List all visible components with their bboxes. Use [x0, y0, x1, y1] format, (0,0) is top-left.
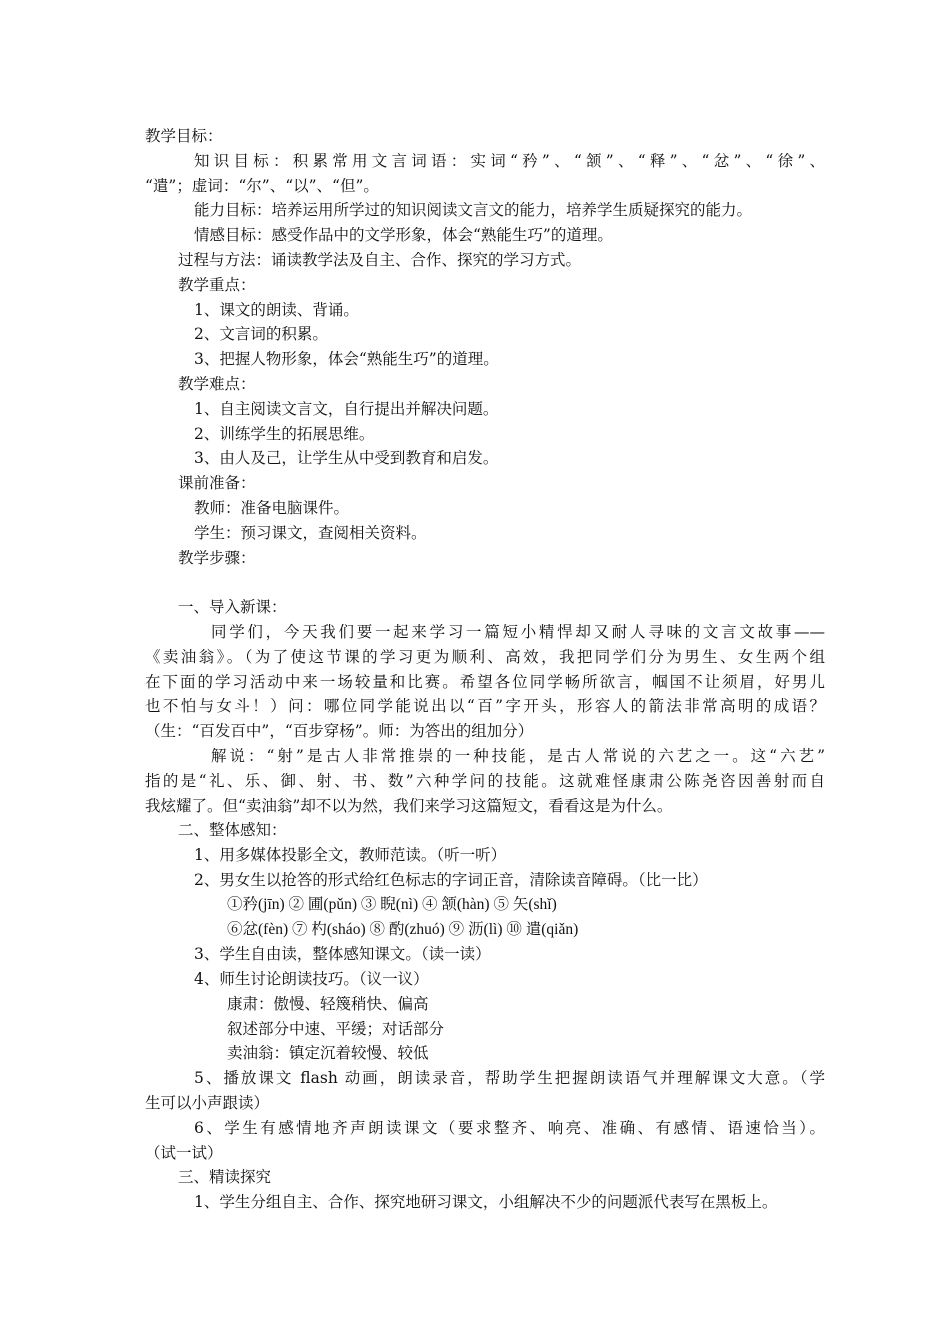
paragraph-line: （生：“百发百中”，“百步穿杨”。师：为答出的组加分）	[145, 722, 534, 741]
list-item: 1、用多媒体投影全文，教师范读。（听一听）	[194, 846, 507, 865]
list-item: 3、把握人物形象，体会“熟能生巧”的道理。	[194, 350, 499, 369]
list-item: 4、师生讨论朗读技巧。（议一议）	[194, 970, 429, 989]
pinyin-list: ①矜(jīn) ② 圃(pǔn) ③ 睨(nì) ④ 颔(hàn) ⑤ 矢(shǐ)	[227, 895, 557, 913]
paragraph-line: 也不怕与女斗！）问：哪位同学能说出以“百”字开头，形容人的箭法非常高明的成语？	[145, 697, 825, 716]
paragraph-line: 指的是“礼、乐、御、射、书、数”六种学问的技能。这就难怪康肃公陈尧咨因善射而自	[145, 771, 825, 790]
paragraph-line: 过程与方法：诵读教学法及自主、合作、探究的学习方式。	[178, 250, 582, 269]
heading-steps: 教学步骤：	[178, 548, 256, 567]
list-item: 2、文言词的积累。	[194, 325, 328, 344]
list-item: 3、由人及己，让学生从中受到教育和启发。	[194, 449, 499, 468]
list-item: 1、自主阅读文言文，自行提出并解决问题。	[194, 399, 499, 418]
heading-key-points: 教学重点：	[178, 275, 256, 294]
list-item: 1、课文的朗读、背诵。	[194, 300, 359, 319]
paragraph-line: 能力目标：培养运用所学过的知识阅读文言文的能力，培养学生质疑探究的能力。	[194, 201, 753, 220]
heading-preparation: 课前准备：	[178, 474, 256, 493]
paragraph-line: “遣”；虚词：“尔”、“以”、“但”。	[145, 176, 379, 195]
paragraph-line: （试一试）	[145, 1143, 223, 1162]
paragraph-line: 同学们，今天我们要一起来学习一篇短小精悍却又耐人寻味的文言文故事——	[211, 622, 825, 641]
section-heading: 二、整体感知：	[178, 821, 287, 840]
section-heading: 三、精读探究	[178, 1168, 272, 1187]
paragraph-line: 《卖油翁》。（为了使这节课的学习更为顺利、高效，我把同学们分为男生、女生两个组	[145, 647, 825, 666]
heading-difficulties: 教学难点：	[178, 374, 256, 393]
heading-teaching-goals: 教学目标：	[145, 127, 223, 145]
list-item: 6、学生有感情地齐声朗读课文（要求整齐、响亮、准确、有感情、语速恰当）。	[194, 1118, 825, 1137]
list-item: 3、学生自由读，整体感知课文。（读一读）	[194, 945, 491, 964]
paragraph-line: 解说：“射”是古人非常推崇的一种技能，是古人常说的六艺之一。这“六艺”	[211, 746, 825, 765]
reading-tip: 叙述部分中速、平缓；对话部分	[227, 1019, 445, 1038]
paragraph-line: 知识目标：积累常用文言词语：实词“矜”、“颔”、“释”、“忿”、“徐”、	[194, 151, 825, 170]
paragraph-line: 生可以小声跟读）	[145, 1094, 270, 1113]
list-item: 5、播放课文 flash 动画，朗读录音，帮助学生把握朗读语气并理解课文大意。（学	[194, 1069, 825, 1088]
list-item: 2、男女生以抢答的形式给红色标志的字词正音，清除读音障碍。（比一比）	[194, 870, 708, 889]
pinyin-list: ⑥忿(fèn) ⑦ 杓(sháo) ⑧ 酌(zhuó) ⑨ 沥(lì) ⑩ 遣(qiǎn)	[227, 920, 579, 938]
list-item: 2、训练学生的拓展思维。	[194, 424, 375, 443]
reading-tip: 卖油翁：镇定沉着较慢、较低	[227, 1044, 429, 1063]
lesson-plan-text	[145, 124, 825, 1215]
section-heading: 一、导入新课：	[178, 598, 287, 617]
list-item: 1、学生分组自主、合作、探究地研习课文，小组解决不少的问题派代表写在黑板上。	[194, 1193, 778, 1212]
list-item: 教师：准备电脑课件。	[194, 498, 350, 517]
paragraph-line: 我炫耀了。但“卖油翁”却不以为然，我们来学习这篇短文，看看这是为什么。	[145, 796, 673, 815]
paragraph-line: 情感目标：感受作品中的文学形象，体会“熟能生巧”的道理。	[194, 226, 613, 245]
blank-line	[145, 570, 825, 595]
reading-tip: 康肃：傲慢、轻篾稍快、偏高	[227, 994, 429, 1013]
list-item: 学生：预习课文，查阅相关资料。	[194, 523, 427, 542]
paragraph-line: 在下面的学习活动中来一场较量和比赛。希望各位同学畅所欲言，帼国不让须眉，好男儿	[145, 672, 825, 691]
